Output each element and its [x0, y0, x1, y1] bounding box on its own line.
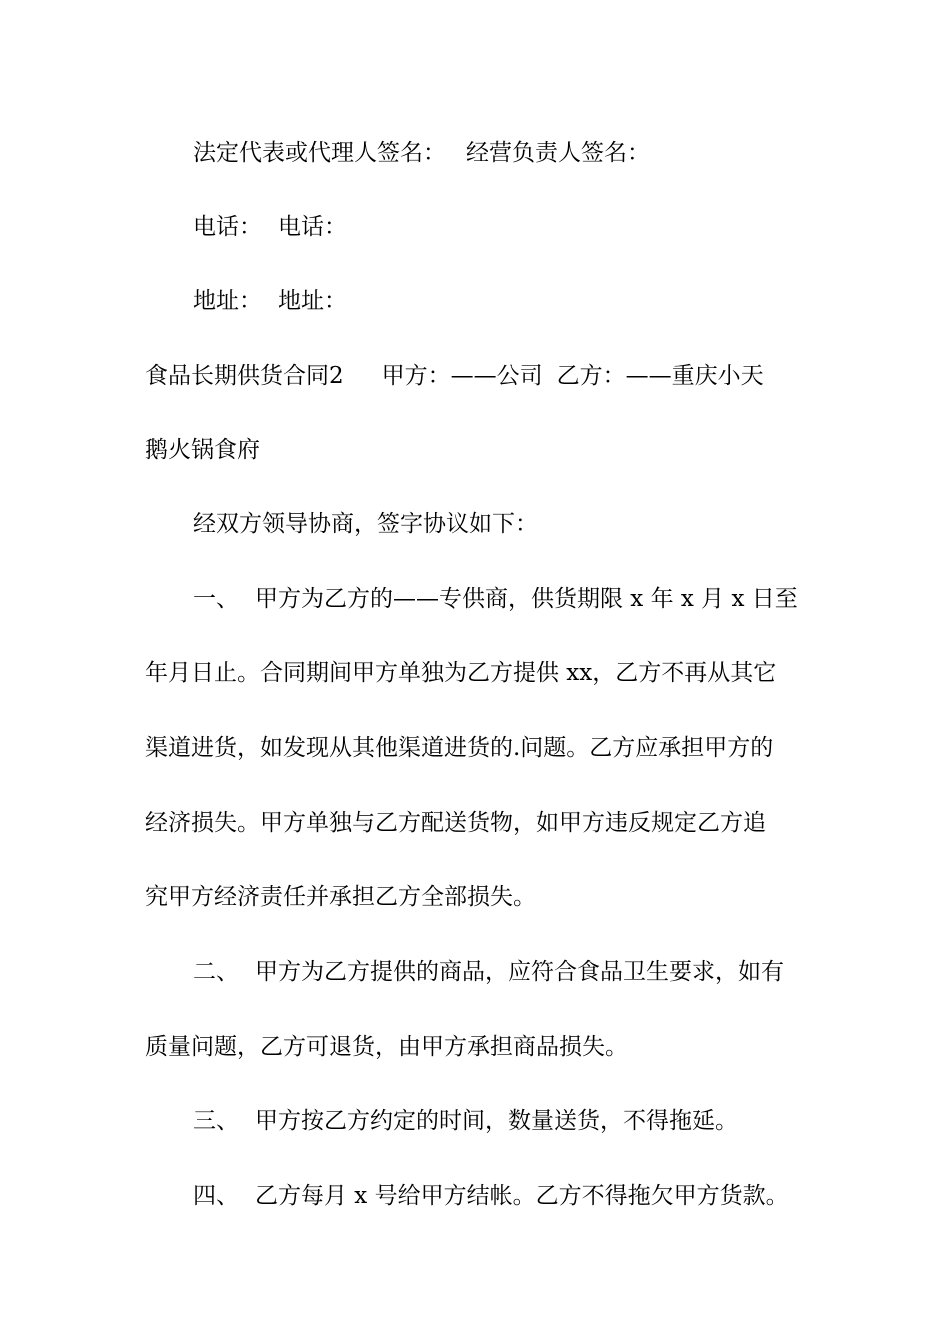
clause-1-line-2: 年月日止。合同期间甲方单独为乙方提供 xx，乙方不再从其它: [145, 660, 777, 686]
address-label-a: 地址：: [193, 288, 262, 314]
phone-label-a: 电话：: [193, 214, 262, 240]
clause-1-line-4: 经济损失。甲方单独与乙方配送货物，如甲方违反规定乙方追: [145, 810, 766, 836]
manager-signature-label: 经营负责人签名：: [466, 140, 650, 166]
address-line: [193, 286, 810, 316]
party-a: 甲方：——公司: [381, 363, 543, 389]
party-b: 乙方：——重庆小天: [556, 363, 764, 389]
clause-4-number: 四、: [193, 1183, 239, 1209]
clause-3-text: 甲方按乙方约定的时间，数量送货，不得拖延。: [255, 1108, 738, 1134]
clause-3-line-1: [193, 1106, 810, 1136]
signature-line: [193, 138, 810, 168]
clause-4-line-1: [193, 1181, 810, 1211]
clause-1-number: 一、: [193, 586, 239, 612]
party-b-continued: 鹅火锅食府: [145, 437, 260, 463]
clause-1-text: 甲方为乙方的——专供商，供货期限 x 年 x 月 x 日至: [255, 586, 798, 612]
clause-1-line-5: 究甲方经济责任并承担乙方全部损失。: [145, 884, 536, 910]
rep-signature-label: 法定代表或代理人签名：: [193, 140, 446, 166]
contract-title: 食品长期供货合同2: [145, 363, 344, 389]
clause-1-line-1: [193, 584, 810, 614]
clause-3-number: 三、: [193, 1108, 239, 1134]
phone-line: [193, 212, 810, 242]
clause-2-text: 甲方为乙方提供的商品，应符合食品卫生要求，如有: [255, 959, 784, 985]
address-label-b: 地址：: [278, 288, 347, 314]
clause-4-text: 乙方每月 x 号给甲方结帐。乙方不得拖欠甲方货款。: [255, 1183, 789, 1209]
clause-2-line-1: [193, 957, 810, 987]
phone-label-b: 电话：: [278, 214, 347, 240]
clause-1-line-3: 渠道进货，如发现从其他渠道进货的.问题。乙方应承担甲方的: [145, 735, 774, 761]
contract-title-line: [145, 361, 810, 391]
clause-2-line-2: 质量问题，乙方可退货，由甲方承担商品损失。: [145, 1034, 628, 1060]
clause-2-number: 二、: [193, 959, 239, 985]
contract-intro: 经双方领导协商，签字协议如下：: [193, 511, 538, 537]
